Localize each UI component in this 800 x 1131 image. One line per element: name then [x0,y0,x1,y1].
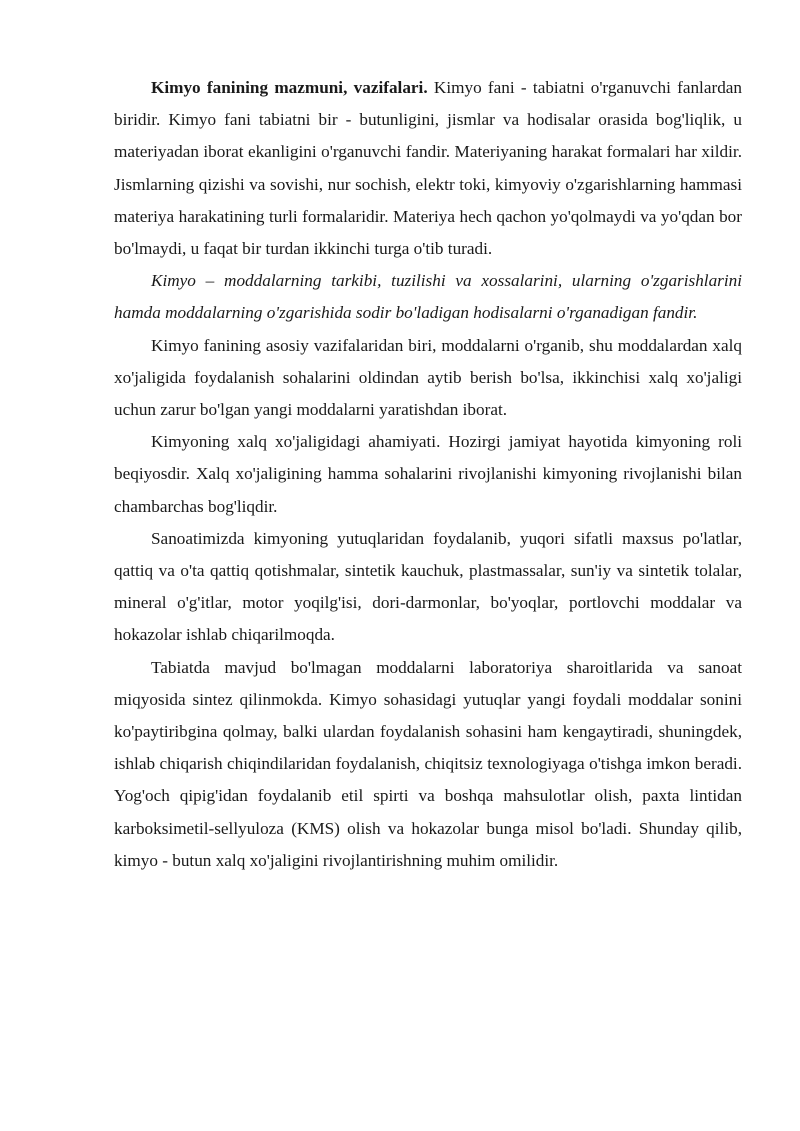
paragraph-intro-text: Kimyo fani - tabiatni o'rganuvchi fanlardan biridir. Kimyo fani tabiatni bir - butunligini, jismlar va hodisalar orasida bog'liqlik, u materiyadan iborat ekanligini o'rganuvchi fandir. Materiyaning harakat formalari har xildir. Jismlarning qizishi va sovishi, nur sochish, elektr toki, kimyoviy o'zgarishlarning hammasi materiya harakatining turli formalaridir. Materiya hech qachon yo'qolmaydi va yo'qdan bor bo'lmaydi, u faqat bir turdan ikkinchi turga o'tib turadi. [114,78,743,259]
document-page [114,72,742,877]
paragraph-definition: Kimyo – moddalarning tarkibi, tuzilishi va xossalarini, ularning o'zgarishlarini hamda moddalarning o'zgarishida sodir bo'ladigan hodisalarni o'rganadigan fandir. [114,271,742,323]
paragraph-intro [114,72,742,265]
paragraph-importance: Kimyoning xalq xo'jaligidagi ahamiyati. Hozirgi jamiyat hayotida kimyoning roli beqiyosdir. Xalq xo'jaligining hamma sohalarini rivojlanishi kimyoning rivojlanishi bilan chambarchas bog'liqdir. [114,432,742,516]
paragraph-tasks: Kimyo fanining asosiy vazifalaridan biri, moddalarni o'rganib, shu moddalardan xalq xo'jaligida foydalanish sohalarini oldindan aytib berish bo'lsa, ikkinchisi xalq xo'jaligi uchun zarur bo'lgan yangi moddalarni yaratishdan iborat. [114,335,742,420]
paragraph-synthesis: Tabiatda mavjud bo'lmagan moddalarni laboratoriya sharoitlarida va sanoat miqyosida sintez qilinmokda. Kimyo sohasidagi yutuqlar yangi foydali moddalar sonini ko'paytiribgina qolmay, balki ulardan foydalanish sohasini ham kengaytiradi, shuningdek, ishlab chiqarish chiqindilaridan foydalanish, chiqitsiz texnologiyaga o'tishga imkon beradi. Yog'och qipig'idan foydalanib etil spirti va boshqa mahsulotlar olish, paxta lintidan karboksimetil-sellyuloza (KMS) olish va hokazolar bunga misol bo'ladi. Shunday qilib, kimyo - butun xalq xo'jaligini rivojlantirishning muhim omilidir. [114,657,742,870]
paragraph-industry: Sanoatimizda kimyoning yutuqlaridan foydalanib, yuqori sifatli maxsus po'latlar, qattiq va o'ta qattiq qotishmalar, sintetik kauchuk, plastmassalar, sun'iy va sintetik tolalar, mineral o'g'itlar, motor yoqilg'isi, dori-darmonlar, bo'yoqlar, portlovchi moddalar va hokazolar ishlab chiqarilmoqda. [114,528,742,645]
section-heading: Kimyo fanining mazmuni, vazifalari. [151,78,428,97]
